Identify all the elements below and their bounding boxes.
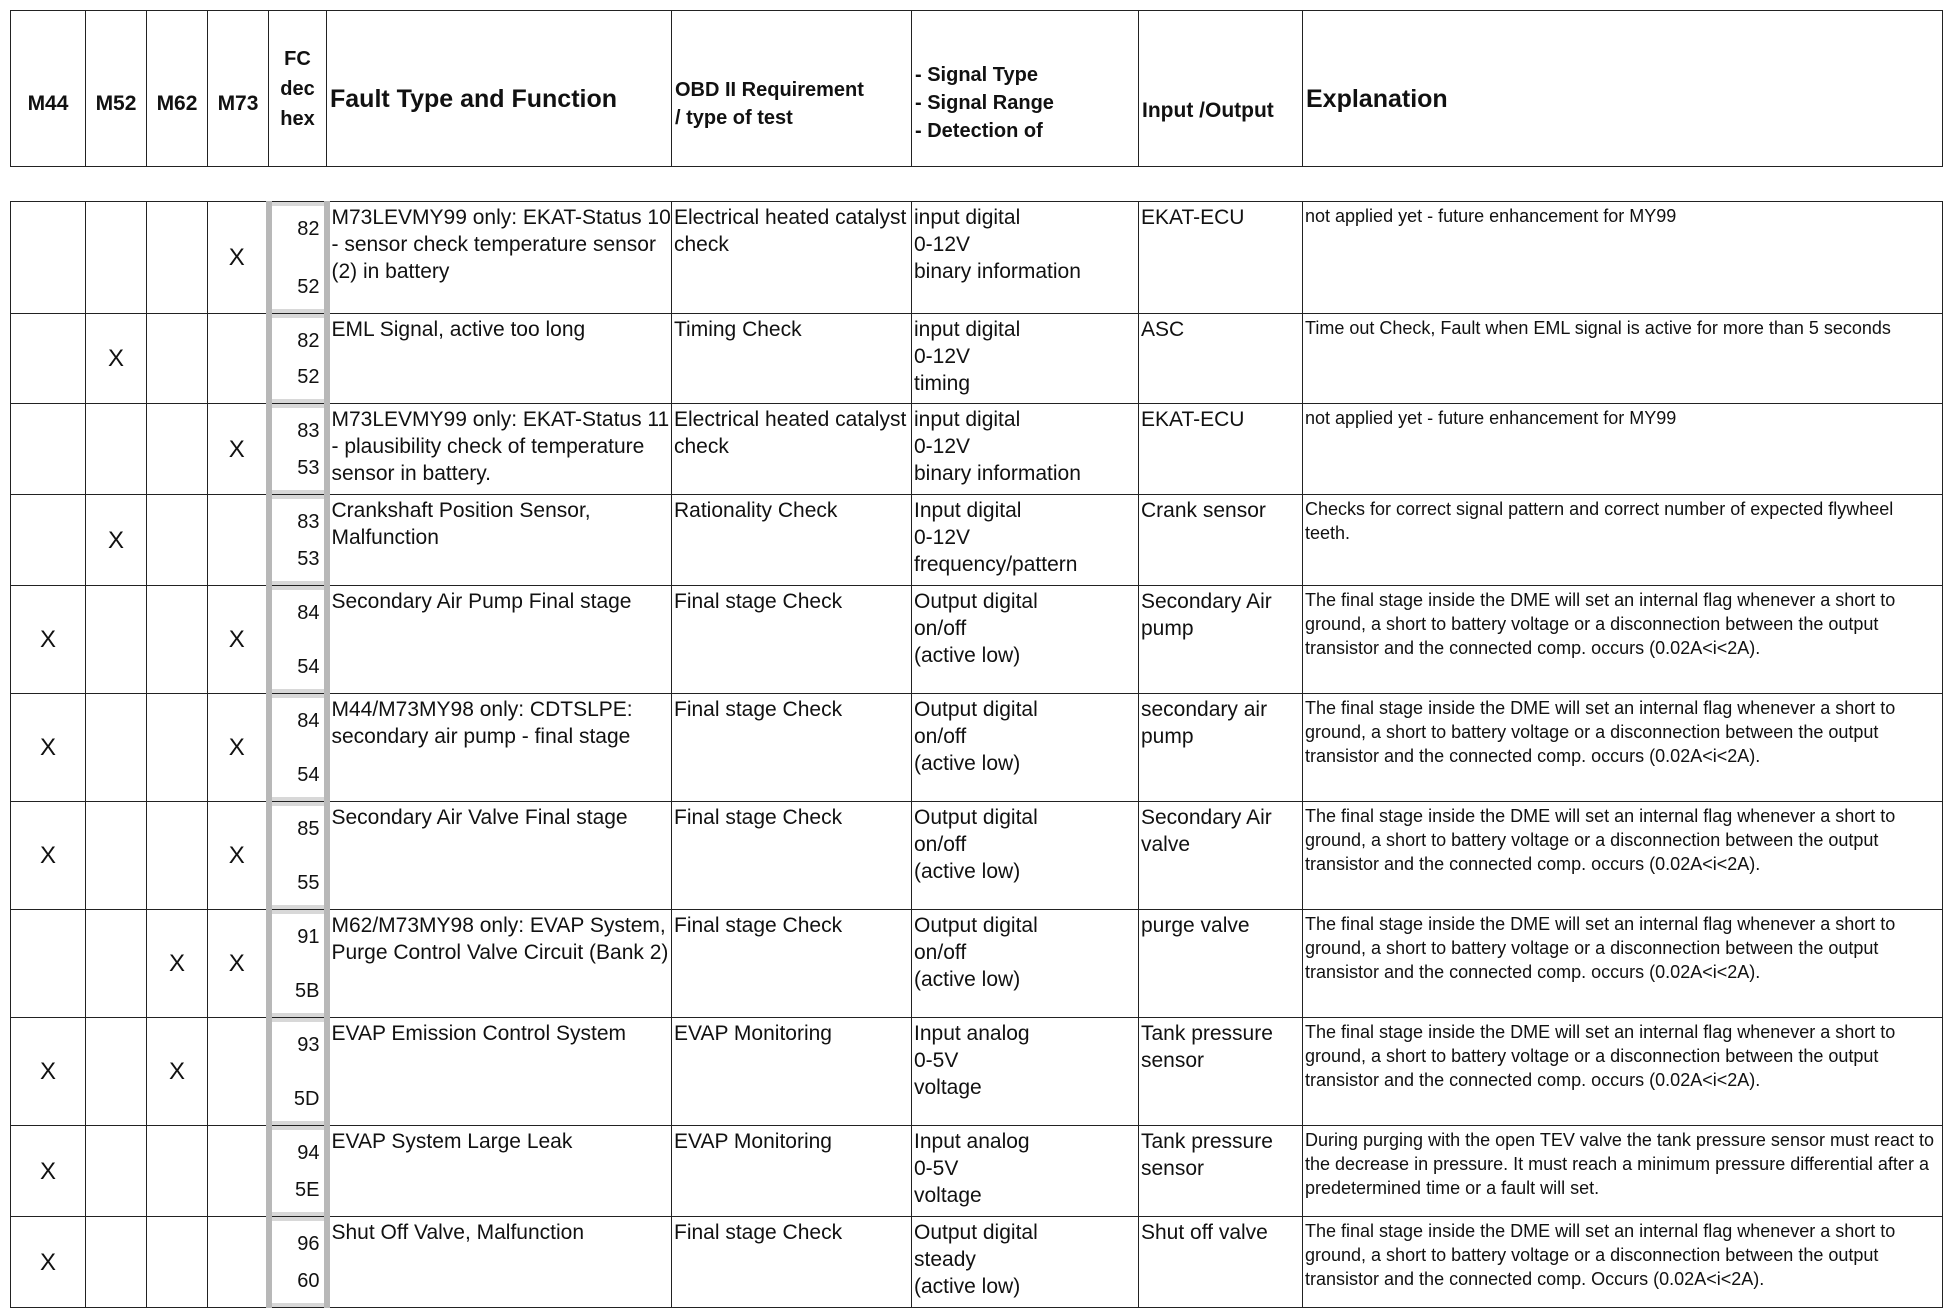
explanation-cell: The final stage inside the DME will set an internal flag whenever a short to ground, a short to battery voltage or a disconnection between the output transistor and the connected comp. occurs (0.02A<i<2A).	[1303, 694, 1943, 802]
header-m62: M62	[147, 11, 208, 167]
obd-requirement-cell: Final stage Check	[672, 586, 912, 694]
fault-type-cell: EVAP System Large Leak	[327, 1126, 672, 1217]
signal-detection: (active low)	[914, 1275, 1021, 1298]
fault-code-hex: 60	[297, 1270, 320, 1292]
table-row	[11, 910, 1943, 1018]
m73-mark	[208, 495, 269, 586]
header-signal-line3: - Detection of	[915, 119, 1043, 142]
m73-mark: X	[208, 694, 269, 802]
table-row	[11, 202, 1943, 314]
fault-type-cell: EVAP Emission Control System	[327, 1018, 672, 1126]
signal-detection: binary information	[914, 462, 1081, 485]
explanation-cell: not applied yet - future enhancement for MY99	[1303, 202, 1943, 314]
fault-code-hex: 52	[297, 276, 320, 298]
input-output-cell: Secondary Air valve	[1139, 802, 1303, 910]
fault-code-dec: 82	[297, 218, 320, 240]
fault-code-dec: 94	[297, 1142, 320, 1164]
table-row	[11, 1018, 1943, 1126]
header-obd	[672, 11, 912, 167]
signal-type: Input analog	[914, 1130, 1030, 1153]
fault-type-cell: M62/M73MY98 only: EVAP System, Purge Control Valve Circuit (Bank 2)	[327, 910, 672, 1018]
table-row	[11, 495, 1943, 586]
input-output-cell: Tank pressure sensor	[1139, 1126, 1303, 1217]
header-explanation: Explanation	[1303, 11, 1943, 167]
header-fc-line1: FC	[284, 47, 311, 70]
fault-code-hex: 53	[297, 548, 320, 570]
m73-mark: X	[208, 910, 269, 1018]
signal-cell	[912, 694, 1139, 802]
fault-code-dec: 91	[297, 926, 320, 948]
obd-requirement-cell: Final stage Check	[672, 802, 912, 910]
input-output-cell: Crank sensor	[1139, 495, 1303, 586]
signal-type: Output digital	[914, 806, 1038, 829]
signal-cell	[912, 1217, 1139, 1308]
table-row	[11, 694, 1943, 802]
obd-requirement-cell: EVAP Monitoring	[672, 1018, 912, 1126]
table-row	[11, 802, 1943, 910]
fault-code-cell	[269, 694, 327, 802]
fault-code-hex: 54	[297, 764, 320, 786]
fault-type-cell: M73LEVMY99 only: EKAT-Status 11 - plausibility check of temperature sensor in battery.	[327, 404, 672, 495]
fault-code-cell	[269, 202, 327, 314]
signal-cell	[912, 1126, 1139, 1217]
signal-cell	[912, 802, 1139, 910]
m73-mark: X	[208, 404, 269, 495]
signal-cell	[912, 910, 1139, 1018]
input-output-cell: purge valve	[1139, 910, 1303, 1018]
fault-code-hex: 54	[297, 656, 320, 678]
signal-type: Input digital	[914, 499, 1022, 522]
signal-cell	[912, 404, 1139, 495]
fault-code-hex: 52	[297, 366, 320, 388]
table-body	[11, 202, 1943, 1308]
m44-mark: X	[11, 1018, 86, 1126]
signal-type: input digital	[914, 318, 1021, 341]
m52-mark	[86, 1217, 147, 1308]
fault-code-cell	[269, 314, 327, 404]
signal-range: on/off	[914, 617, 967, 640]
fault-code-hex: 53	[297, 457, 320, 479]
obd-requirement-cell: Final stage Check	[672, 910, 912, 1018]
m44-mark	[11, 202, 86, 314]
fault-type-cell: Secondary Air Valve Final stage	[327, 802, 672, 910]
fault-code-cell	[269, 802, 327, 910]
header-signal-line2: - Signal Range	[915, 91, 1054, 114]
signal-detection: (active low)	[914, 860, 1021, 883]
fault-code-dec: 83	[297, 511, 320, 533]
fault-code-cell	[269, 586, 327, 694]
obd-requirement-cell: EVAP Monitoring	[672, 1126, 912, 1217]
fault-type-cell: M73LEVMY99 only: EKAT-Status 10 - sensor check temperature sensor (2) in battery	[327, 202, 672, 314]
m52-mark	[86, 802, 147, 910]
obd-requirement-cell: Timing Check	[672, 314, 912, 404]
fault-code-dec: 93	[297, 1034, 320, 1056]
fault-code-dec: 84	[297, 710, 320, 732]
m73-mark	[208, 1126, 269, 1217]
m73-mark	[208, 1217, 269, 1308]
m52-mark	[86, 910, 147, 1018]
header-fc-line2: dec	[280, 77, 315, 100]
m62-mark: X	[147, 910, 208, 1018]
signal-detection: frequency/pattern	[914, 553, 1078, 576]
obd-requirement-cell: Electrical heated catalyst check	[672, 404, 912, 495]
m44-mark: X	[11, 1126, 86, 1217]
m44-mark: X	[11, 802, 86, 910]
fault-type-cell: Crankshaft Position Sensor, Malfunction	[327, 495, 672, 586]
explanation-cell: The final stage inside the DME will set an internal flag whenever a short to ground, a short to battery voltage or a disconnection between the output transistor and the connected comp. occurs (0.02A<i<2A).	[1303, 802, 1943, 910]
input-output-cell: secondary air pump	[1139, 694, 1303, 802]
table-row	[11, 404, 1943, 495]
explanation-cell: During purging with the open TEV valve the tank pressure sensor must react to the decrease in pressure. It must reach a minimum pressure differential after a predetermined time or a fault will set.	[1303, 1126, 1943, 1217]
fault-code-hex: 5E	[295, 1179, 320, 1201]
signal-detection: (active low)	[914, 644, 1021, 667]
explanation-cell: Checks for correct signal pattern and correct number of expected flywheel teeth.	[1303, 495, 1943, 586]
fault-code-cell	[269, 1217, 327, 1308]
m62-mark	[147, 495, 208, 586]
header-input-output: Input /Output	[1139, 11, 1303, 167]
signal-range: 0-12V	[914, 233, 971, 256]
table-row	[11, 1217, 1943, 1308]
header-fc	[269, 11, 327, 167]
signal-range: 0-12V	[914, 345, 971, 368]
fault-code-cell	[269, 1126, 327, 1217]
m52-mark	[86, 202, 147, 314]
fault-code-dec: 83	[297, 420, 320, 442]
input-output-cell: Shut off valve	[1139, 1217, 1303, 1308]
signal-cell	[912, 202, 1139, 314]
signal-range: on/off	[914, 833, 967, 856]
header-fault-type: Fault Type and Function	[327, 11, 672, 167]
obd-requirement-cell: Final stage Check	[672, 1217, 912, 1308]
signal-cell	[912, 495, 1139, 586]
fault-code-hex: 5D	[293, 1088, 320, 1110]
m44-mark: X	[11, 586, 86, 694]
m73-mark	[208, 1018, 269, 1126]
signal-type: Output digital	[914, 698, 1038, 721]
m62-mark	[147, 314, 208, 404]
signal-type: input digital	[914, 206, 1021, 229]
m73-mark	[208, 314, 269, 404]
m73-mark: X	[208, 586, 269, 694]
header-m52: M52	[86, 11, 147, 167]
m73-mark: X	[208, 202, 269, 314]
obd-requirement-cell: Electrical heated catalyst check	[672, 202, 912, 314]
fault-code-hex: 55	[297, 872, 320, 894]
fault-code-cell	[269, 495, 327, 586]
signal-range: 0-12V	[914, 526, 971, 549]
signal-cell	[912, 586, 1139, 694]
m52-mark	[86, 1126, 147, 1217]
fault-code-dec: 85	[297, 818, 320, 840]
signal-detection: (active low)	[914, 752, 1021, 775]
m52-mark: X	[86, 314, 147, 404]
m62-mark	[147, 694, 208, 802]
table-row	[11, 314, 1943, 404]
header-m44: M44	[11, 11, 86, 167]
signal-cell	[912, 314, 1139, 404]
m44-mark: X	[11, 1217, 86, 1308]
explanation-cell: The final stage inside the DME will set an internal flag whenever a short to ground, a short to battery voltage or a disconnection between the output transistor and the connected comp. occurs (0.02A<i<2A).	[1303, 910, 1943, 1018]
signal-detection: timing	[914, 372, 971, 395]
fault-code-cell	[269, 404, 327, 495]
header-m73: M73	[208, 11, 269, 167]
signal-type: Output digital	[914, 1221, 1038, 1244]
signal-range: 0-5V	[914, 1049, 959, 1072]
m62-mark	[147, 586, 208, 694]
m73-mark: X	[208, 802, 269, 910]
fault-code-table-page	[10, 10, 1942, 1308]
fault-code-table	[10, 10, 1943, 1308]
m52-mark	[86, 404, 147, 495]
signal-type: Input analog	[914, 1022, 1030, 1045]
signal-range: on/off	[914, 941, 967, 964]
m62-mark: X	[147, 1018, 208, 1126]
signal-type: Output digital	[914, 590, 1038, 613]
fault-type-cell: M44/M73MY98 only: CDTSLPE: secondary air pump - final stage	[327, 694, 672, 802]
table-row	[11, 1126, 1943, 1217]
obd-requirement-cell: Final stage Check	[672, 694, 912, 802]
m62-mark	[147, 1217, 208, 1308]
header-signal	[912, 11, 1139, 167]
signal-type: Output digital	[914, 914, 1038, 937]
fault-code-dec: 82	[297, 330, 320, 352]
signal-detection: voltage	[914, 1184, 982, 1207]
fault-code-hex: 5B	[295, 980, 320, 1002]
signal-range: 0-5V	[914, 1157, 959, 1180]
signal-detection: (active low)	[914, 968, 1021, 991]
header-obd-line1: OBD II Requirement	[675, 78, 864, 101]
header-gap	[11, 167, 1943, 202]
explanation-cell: not applied yet - future enhancement for MY99	[1303, 404, 1943, 495]
m62-mark	[147, 404, 208, 495]
signal-range: 0-12V	[914, 435, 971, 458]
fault-code-cell	[269, 1018, 327, 1126]
table-row	[11, 586, 1943, 694]
explanation-cell: The final stage inside the DME will set an internal flag whenever a short to ground, a short to battery voltage or a disconnection between the output transistor and the connected comp. Occurs (0.02A<i<2A).	[1303, 1217, 1943, 1308]
fault-type-cell: EML Signal, active too long	[327, 314, 672, 404]
m44-mark	[11, 910, 86, 1018]
m52-mark	[86, 1018, 147, 1126]
signal-cell	[912, 1018, 1139, 1126]
obd-requirement-cell: Rationality Check	[672, 495, 912, 586]
fault-code-cell	[269, 910, 327, 1018]
signal-detection: voltage	[914, 1076, 982, 1099]
m44-mark	[11, 314, 86, 404]
m62-mark	[147, 802, 208, 910]
header-fc-line3: hex	[280, 107, 315, 130]
signal-type: input digital	[914, 408, 1021, 431]
fault-code-dec: 84	[297, 602, 320, 624]
explanation-cell: The final stage inside the DME will set an internal flag whenever a short to ground, a short to battery voltage or a disconnection between the output transistor and the connected comp. occurs (0.02A<i<2A).	[1303, 1018, 1943, 1126]
signal-detection: binary information	[914, 260, 1081, 283]
input-output-cell: EKAT-ECU	[1139, 202, 1303, 314]
m44-mark: X	[11, 694, 86, 802]
input-output-cell: ASC	[1139, 314, 1303, 404]
m44-mark	[11, 404, 86, 495]
explanation-cell: Time out Check, Fault when EML signal is active for more than 5 seconds	[1303, 314, 1943, 404]
m52-mark	[86, 694, 147, 802]
input-output-cell: Secondary Air pump	[1139, 586, 1303, 694]
header-row	[11, 11, 1943, 167]
header-signal-line1: - Signal Type	[915, 63, 1038, 86]
fault-type-cell: Shut Off Valve, Malfunction	[327, 1217, 672, 1308]
input-output-cell: Tank pressure sensor	[1139, 1018, 1303, 1126]
m52-mark	[86, 586, 147, 694]
signal-range: on/off	[914, 725, 967, 748]
signal-range: steady	[914, 1248, 976, 1271]
header-obd-line2: / type of test	[675, 106, 793, 129]
m62-mark	[147, 202, 208, 314]
m44-mark	[11, 495, 86, 586]
explanation-cell: The final stage inside the DME will set an internal flag whenever a short to ground, a short to battery voltage or a disconnection between the output transistor and the connected comp. occurs (0.02A<i<2A).	[1303, 586, 1943, 694]
m62-mark	[147, 1126, 208, 1217]
fault-code-dec: 96	[297, 1233, 320, 1255]
input-output-cell: EKAT-ECU	[1139, 404, 1303, 495]
fault-type-cell: Secondary Air Pump Final stage	[327, 586, 672, 694]
m52-mark: X	[86, 495, 147, 586]
